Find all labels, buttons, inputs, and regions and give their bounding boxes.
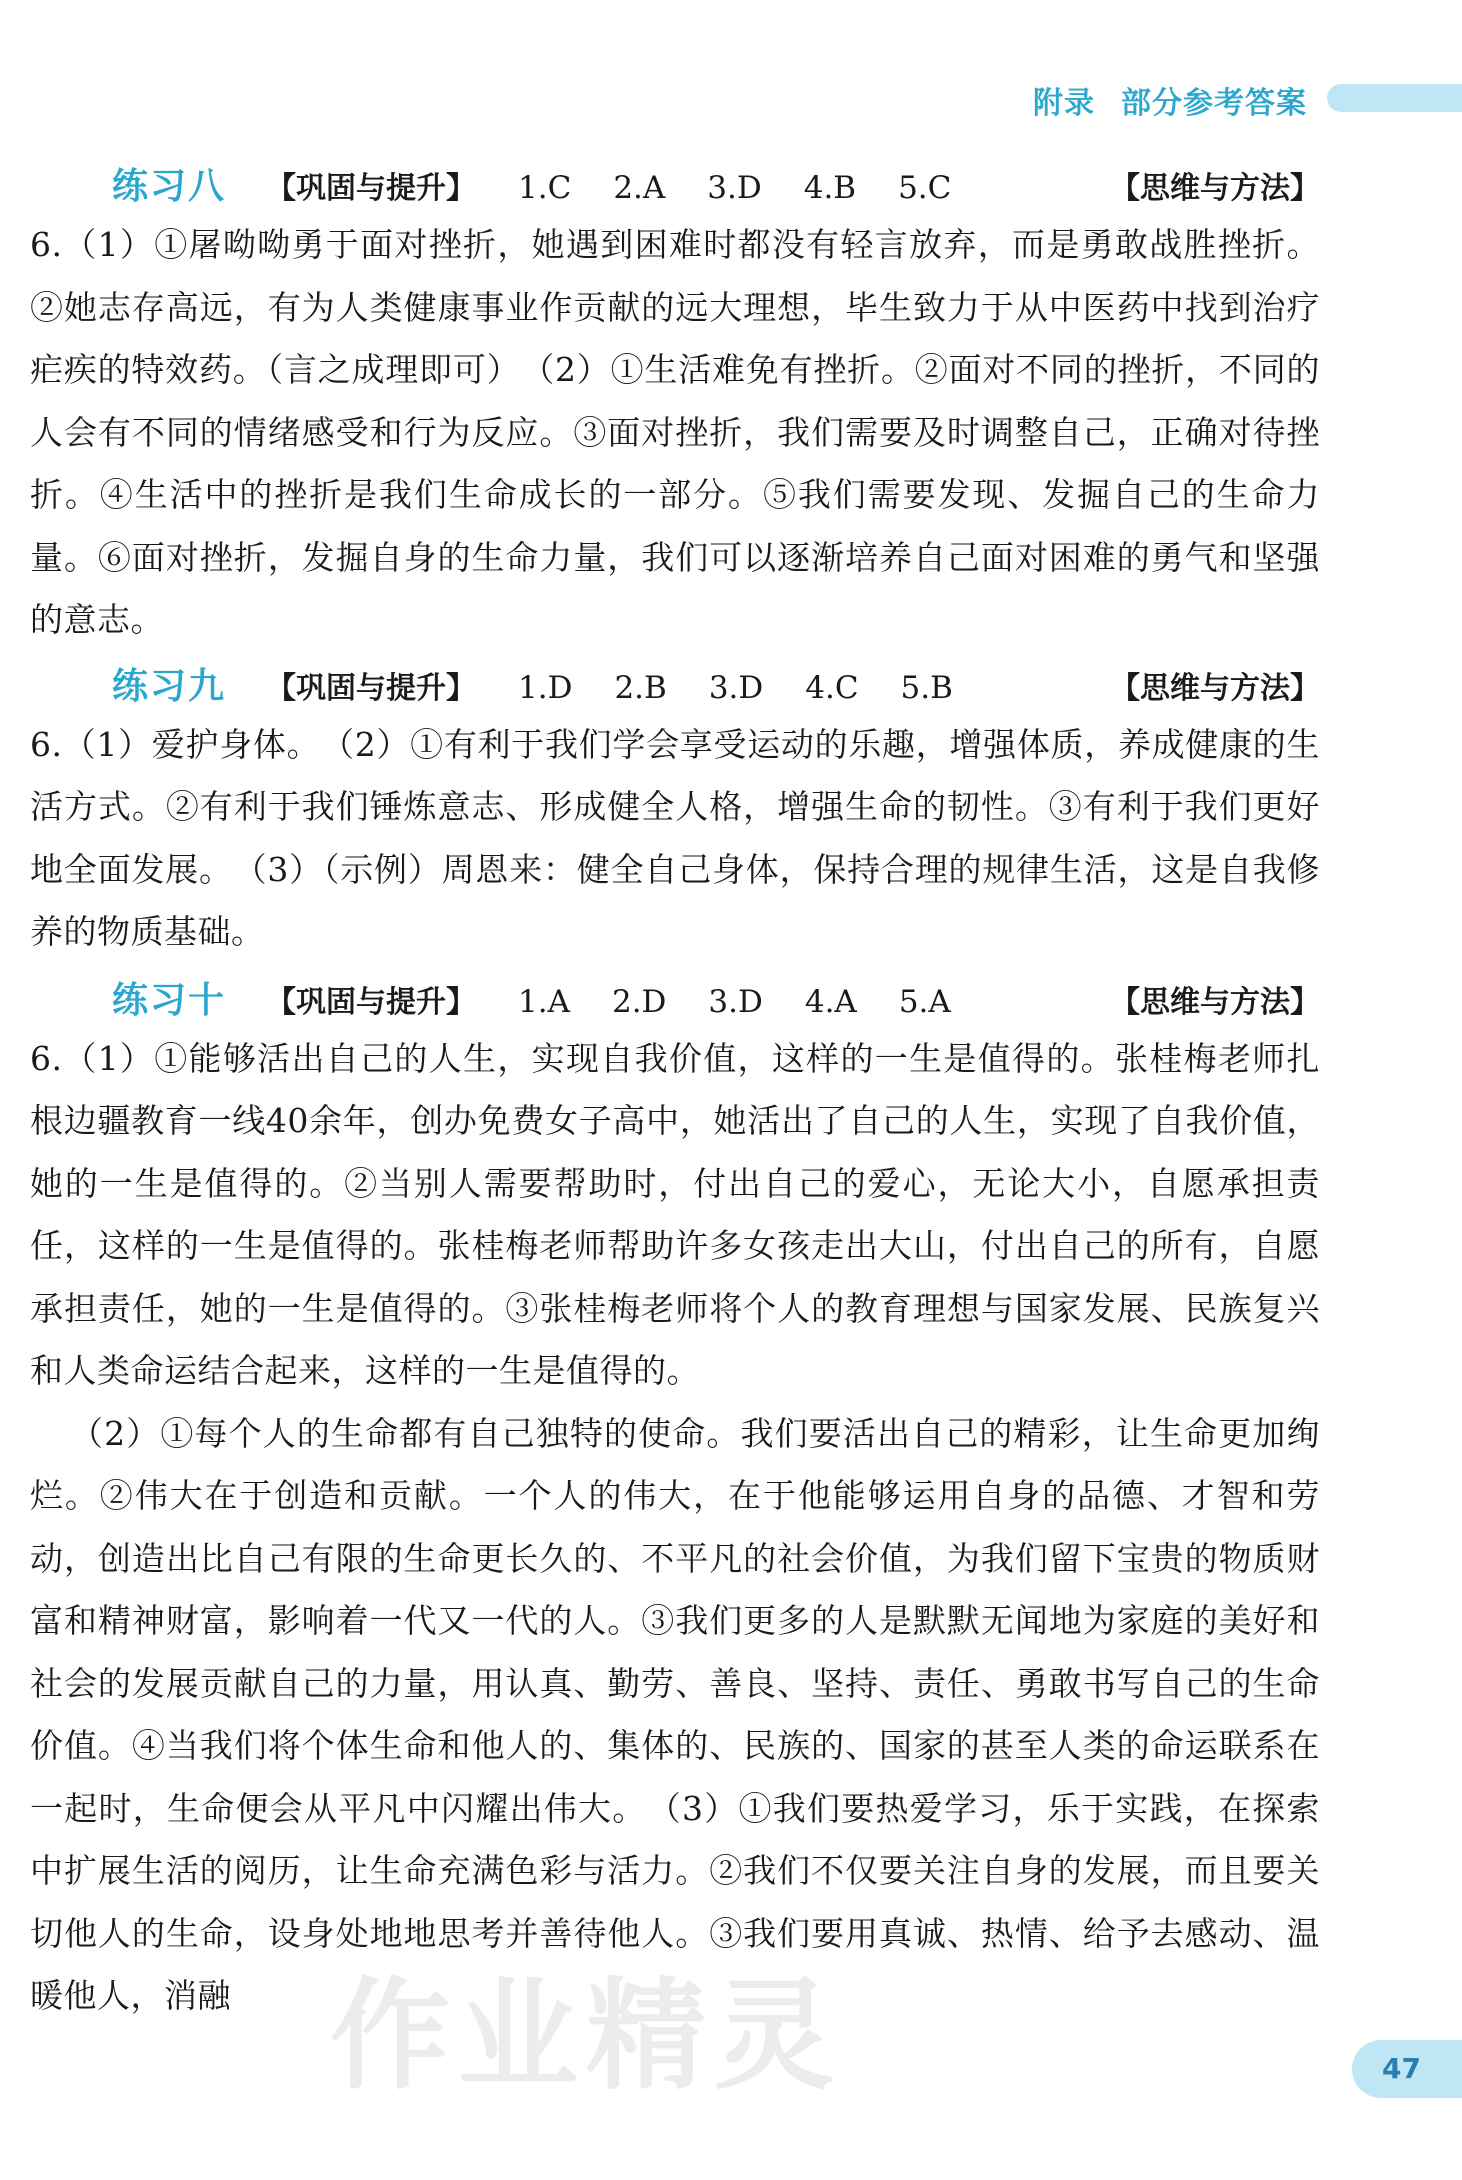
answer-5: 5.A — [898, 983, 951, 1020]
exercise-10-title — [30, 972, 1320, 1028]
answer-3: 3.D — [708, 983, 763, 1020]
tag-consolidate: 【巩固与提升】 — [266, 171, 477, 206]
exercise-name: 练习十 — [112, 979, 227, 1021]
exercise-10-answer-part-1: 6.（1）①能够活出自己的人生，实现自我价值，这样的一生是值得的。张桂梅老师扎根边疆教育一线40余年，创办免费女子高中，她活出了自己的人生，实现了自我价值，她的一生是值得的。②当别人需要帮助时，付出自己的爱心，无论大小，自愿承担责任，这样的一生是值得的。张桂梅老师帮助许多女孩走出大山，付出自己的所有，自愿承担责任，她的一生是值得的。③张桂梅老师将个人的教育理想与国家发展、民族复兴和人类命运结合起来，这样的一生是值得的。 — [30, 1038, 1320, 1390]
header-title: 部分参考答案 — [1121, 86, 1307, 121]
answer-1: 1.C — [518, 170, 572, 206]
tag-consolidate: 【巩固与提升】 — [266, 984, 477, 1020]
exercise-8-answer-text: 6.（1）①屠呦呦勇于面对挫折，她遇到困难时都没有轻言放弃，而是勇敢战胜挫折。②她志存高远，有为人类健康事业作贡献的远大理想，毕生致力于从中医药中找到治疗疟疾的特效药。（言之成理即可） （2）①生活难免有挫折。②面对不同的挫折，不同的人会有不同的情绪感受和行为反应。③面对挫折，我们需要及时调整自己，正确对待挫折。④生活中的挫折是我们生命成长的一部分。⑤我们需要发现、发掘自己的生命力量。⑥面对挫折，发掘自身的生命力量，我们可以逐渐培养自己面对困难的勇气和坚强的意志。 — [30, 225, 1320, 639]
answer-4: 4.A — [804, 983, 857, 1020]
tag-thinking: 【思维与方法】 — [1110, 171, 1320, 206]
answer-content — [30, 158, 1320, 2028]
watermark: 作业精灵 — [330, 1967, 842, 2106]
answer-5: 5.C — [898, 170, 952, 206]
header-section: 附录 — [1033, 86, 1095, 121]
exercise-9-answer-text: 6.（1）爱护身体。 （2）①有利于我们学会享受运动的乐趣，增强体质，养成健康的生活方式。②有利于我们锤炼意志、形成健全人格，增强生命的韧性。③有利于我们更好地全面发展。 （3）（示例）周恩来：健全自己身体，保持合理的规律生活，这是自我修养的物质基础。 — [30, 724, 1320, 951]
exercise-name: 练习九 — [112, 665, 227, 707]
exercise-name: 练习八 — [112, 166, 227, 207]
page-number: 47 — [1352, 2040, 1462, 2098]
tag-thinking: 【思维与方法】 — [1110, 984, 1320, 1020]
header-text — [1033, 78, 1307, 122]
exercise-10-answer-part-2: （2）①每个人的生命都有自己独特的使命。我们要活出自己的精彩，让生命更加绚烂。②伟大在于创造和贡献。一个人的伟大，在于他能够运用自身的品德、才智和劳动，创造出比自己有限的生命更长久的、不平凡的社会价值，为我们留下宝贵的物质财富和精神财富，影响着一代又一代的人。③我们更多的人是默默无闻地为家庭的美好和社会的发展贡献自己的力量，用认真、勤劳、善良、坚持、责任、勇敢书写自己的生命价值。④当我们将个体生命和他人的、集体的、民族的、国家的甚至人类的命运联系在一起时，生命便会从平凡中闪耀出伟大。 （3）①我们要热爱学习，乐于实践，在探索中扩展生活的阅历，让生命充满色彩与活力。②我们不仅要关注自身的发展，而且要关切他人的生命，设身处地地思考并善待他人。③我们要用真诚、热情、给予去感动、温暖他人，消融 — [30, 1413, 1320, 2015]
exercise-9-title — [30, 658, 1320, 714]
answer-2: 2.D — [611, 983, 667, 1020]
page-header — [942, 78, 1462, 121]
tag-consolidate: 【巩固与提升】 — [266, 670, 477, 706]
answer-1: 1.D — [518, 669, 573, 706]
tag-thinking: 【思维与方法】 — [1110, 670, 1320, 706]
answer-2: 2.A — [613, 170, 666, 206]
answer-4: 4.B — [803, 170, 857, 206]
exercise-8-title — [30, 158, 1320, 214]
header-decor-bar — [1327, 84, 1462, 112]
answer-3: 3.D — [708, 669, 764, 706]
answer-2: 2.B — [614, 669, 667, 706]
answer-4: 4.C — [805, 669, 859, 706]
answer-3: 3.D — [707, 170, 762, 206]
answer-5: 5.B — [900, 669, 953, 706]
answer-1: 1.A — [518, 983, 570, 1020]
